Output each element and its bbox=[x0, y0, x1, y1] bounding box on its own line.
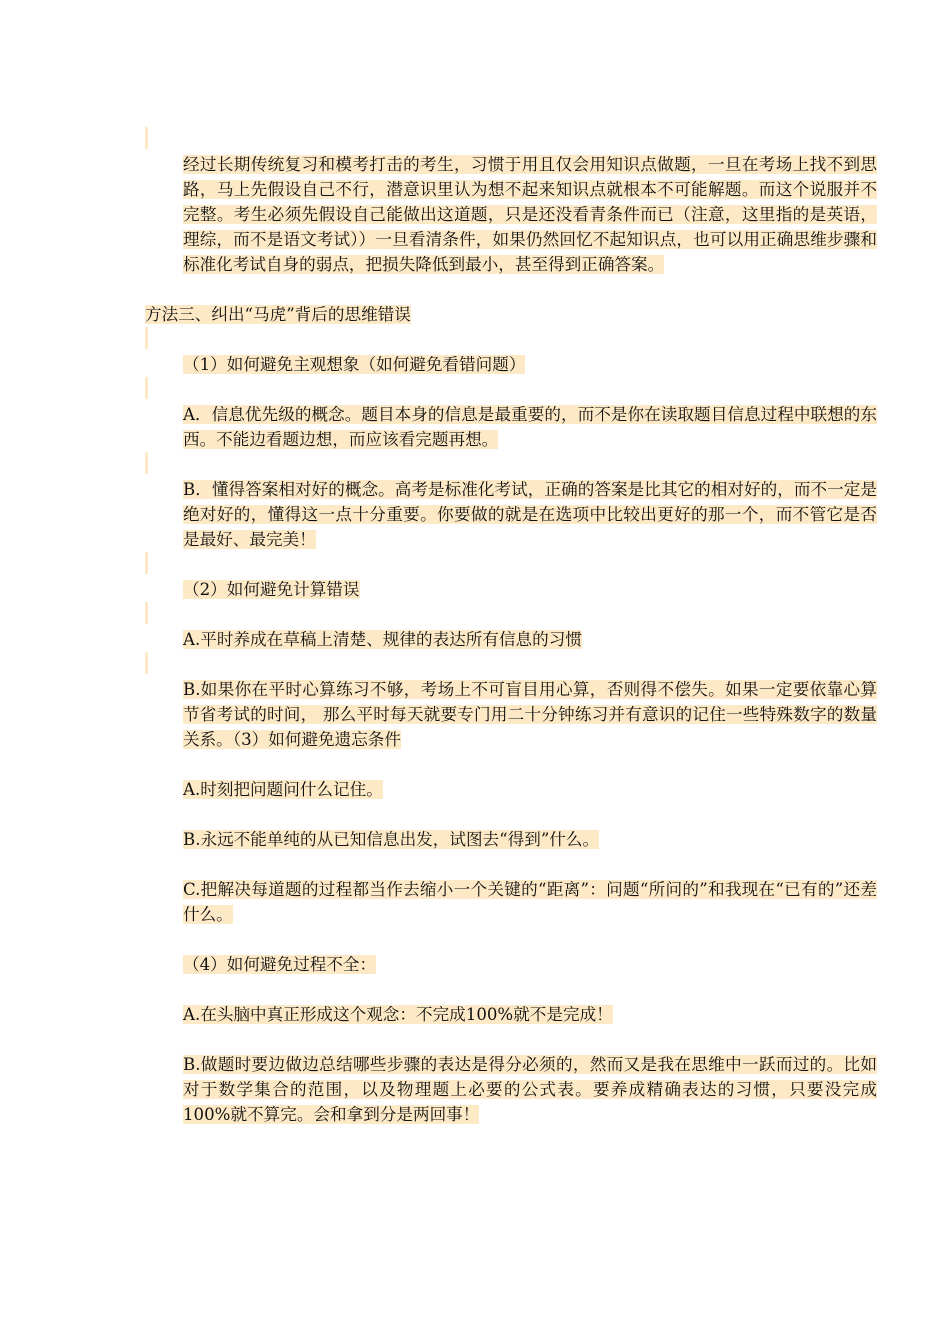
section-2-item-b bbox=[145, 677, 877, 752]
empty-line-marker bbox=[145, 127, 877, 152]
paragraph-intro bbox=[145, 152, 877, 277]
section-3-item-b-text: B.永远不能单纯的从已知信息出发，试图去“得到”什么。 bbox=[183, 830, 600, 849]
section-4-heading-text: （4）如何避免过程不全： bbox=[183, 955, 377, 974]
empty-line-marker bbox=[145, 377, 877, 402]
section-1-heading-text: （1）如何避免主观想象（如何避免看错问题） bbox=[183, 355, 526, 374]
method-three-heading bbox=[145, 302, 877, 327]
section-4-item-a-text: A.在头脑中真正形成这个观念：不完成100%就不是完成！ bbox=[183, 1005, 613, 1024]
section-2-item-b-text: B.如果你在平时心算练习不够，考场上不可盲目用心算，否则得不偿失。如果一定要依靠心算节省考试的时间， 那么平时每天就要专门用二十分钟练习并有意识的记住一些特殊数字的数量关系。（3）如何避免遗忘条件 bbox=[183, 680, 877, 749]
section-3-item-a bbox=[145, 777, 877, 802]
section-3-item-c-text: C.把解决每道题的过程都当作去缩小一个关键的“距离”：问题“所问的”和我现在“已有的”还差什么。 bbox=[183, 880, 877, 924]
paragraph-intro-text: 经过长期传统复习和模考打击的考生，习惯于用且仅会用知识点做题，一旦在考场上找不到思路，马上先假设自己不行，潜意识里认为想不起来知识点就根本不可能解题。而这个说服并不完整。考生必须先假设自己能做出这道题，只是还没看青条件而已（注意，这里指的是英语，理综，而不是语文考试））一旦看清条件，如果仍然回忆不起知识点，也可以用正确思维步骤和标准化考试自身的弱点，把损失降低到最小，甚至得到正确答案。 bbox=[183, 155, 877, 274]
section-1-heading bbox=[145, 352, 877, 377]
document-body bbox=[145, 127, 877, 1127]
section-1-item-b bbox=[145, 477, 877, 552]
empty-line-marker bbox=[145, 552, 877, 577]
section-3-item-c bbox=[145, 877, 877, 927]
empty-line-marker bbox=[145, 327, 877, 352]
section-1-item-a-text: A．信息优先级的概念。题目本身的信息是最重要的，而不是你在读取题目信息过程中联想的东西。不能边看题边想，而应该看完题再想。 bbox=[183, 405, 877, 449]
section-3-item-a-text: A.时刻把问题问什么记住。 bbox=[183, 780, 383, 799]
section-4-item-b bbox=[145, 1052, 877, 1127]
method-three-heading-text: 方法三、纠出“马虎”背后的思维错误 bbox=[145, 305, 411, 324]
empty-line-marker bbox=[145, 602, 877, 627]
section-4-item-a bbox=[145, 1002, 877, 1027]
section-2-heading bbox=[145, 577, 877, 602]
section-4-heading bbox=[145, 952, 877, 977]
empty-line-marker bbox=[145, 652, 877, 677]
section-1-item-a bbox=[145, 402, 877, 452]
section-2-item-a bbox=[145, 627, 877, 652]
section-2-item-a-text: A.平时养成在草稿上清楚、规律的表达所有信息的习惯 bbox=[183, 630, 582, 649]
section-2-heading-text: （2）如何避免计算错误 bbox=[183, 580, 360, 599]
section-4-item-b-text: B.做题时要边做边总结哪些步骤的表达是得分必须的，然而又是我在思维中一跃而过的。比如对于数学集合的范围，以及物理题上必要的公式表。要养成精确表达的习惯，只要没完成100%就不算完。会和拿到分是两回事！ bbox=[183, 1055, 877, 1124]
section-1-item-b-text: B．懂得答案相对好的概念。高考是标准化考试，正确的答案是比其它的相对好的，而不一定是绝对好的，懂得这一点十分重要。你要做的就是在选项中比较出更好的那一个，而不管它是否是最好、最完美！ bbox=[183, 480, 877, 549]
empty-line-marker bbox=[145, 452, 877, 477]
section-3-item-b bbox=[145, 827, 877, 852]
